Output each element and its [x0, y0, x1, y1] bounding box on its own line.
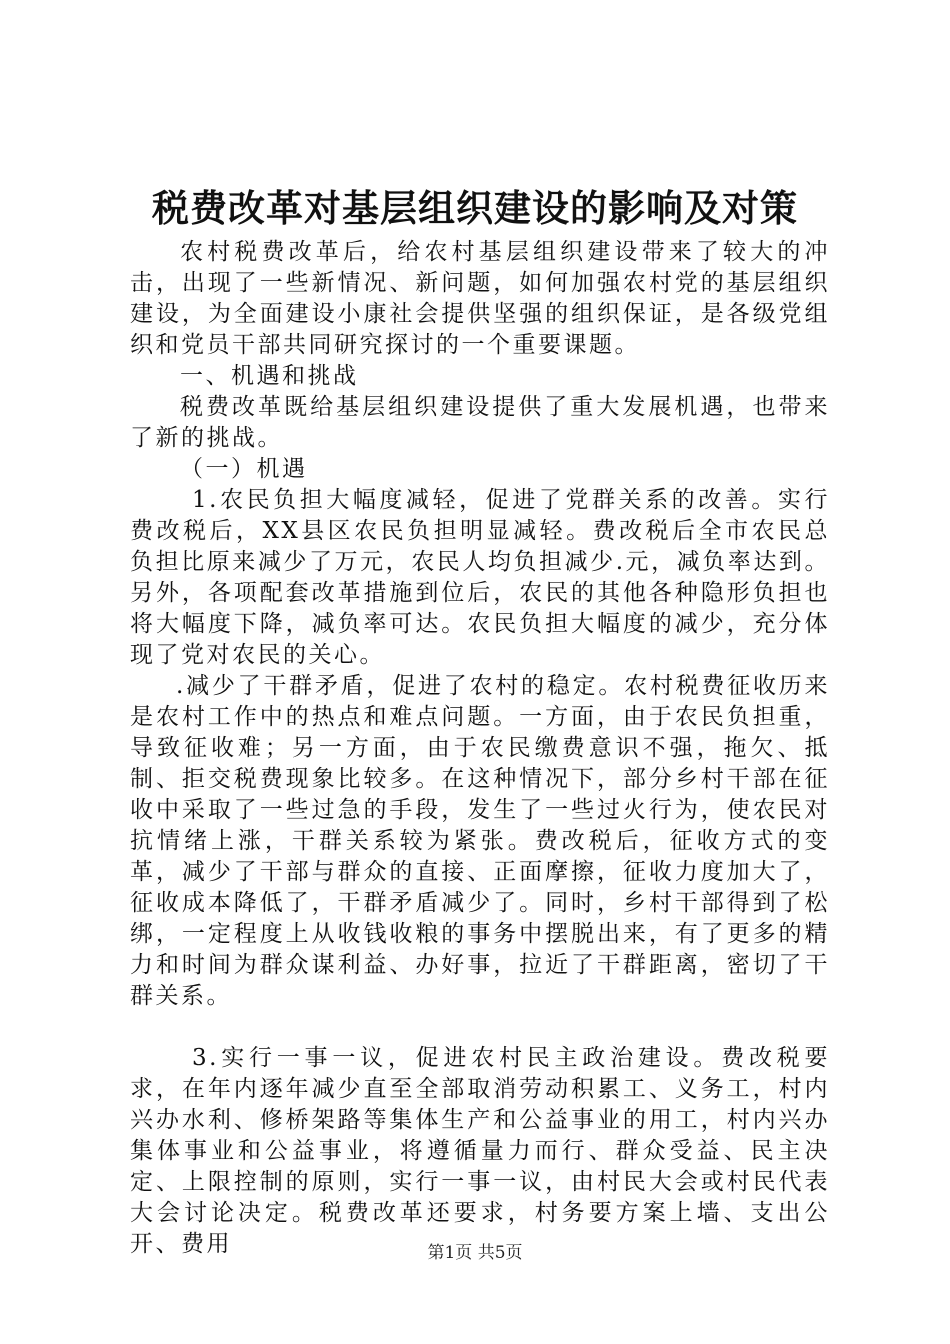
paragraph-spacer [130, 1012, 830, 1043]
paragraph-point-1: 1.农民负担大幅度减轻，促进了党群关系的改善。实行费改税后，XX县区农民负担明显减轻。费改税后全市农民总负担比原来减少了万元，农民人均负担减少.元，减负率达到。另外，各项配套改革措施到位后，农民的其他各种隐形负担也将大幅度下降，减负率可达。农民负担大幅度的减少，充分体现了党对农民的关心。 [130, 487, 830, 668]
subsection-heading-opportunities: （一）机遇 [180, 456, 308, 482]
paragraph-section-intro: 税费改革既给基层组织建设提供了重大发展机遇，也带来了新的挑战。 [130, 394, 830, 451]
paragraph-intro: 农村税费改革后，给农村基层组织建设带来了较大的冲击，出现了一些新情况、新问题，如何加强农村党的基层组织建设，为全面建设小康社会提供坚强的组织保证，是各级党组织和党员干部共同研究探讨的一个重要课题。 [130, 239, 830, 358]
document-body [130, 237, 830, 1260]
page-number-footer: 第1页 共5页 [427, 1243, 523, 1263]
section-heading-opportunities-challenges: 一、机遇和挑战 [180, 363, 359, 389]
document-title: 税费改革对基层组织建设的影响及对策 [152, 187, 798, 230]
paragraph-point-3: 3.实行一事一议，促进农村民主政治建设。费改税要求，在年内逐年减少直至全部取消劳动积累工、义务工，村内兴办水利、修桥架路等集体生产和公益事业的用工，村内兴办集体事业和公益事业，将遵循量力而行、群众受益、民主决定、上限控制的原则，实行一事一议，由村民大会或村民代表大会讨论决定。税费改革还要求，村务要方案上墙、支出公开、费用 [130, 1045, 830, 1257]
paragraph-point-2: .减少了干群矛盾，促进了农村的稳定。农村税费征收历来是农村工作中的热点和难点问题。一方面，由于农民负担重，导致征收难；另一方面，由于农民缴费意识不强，拖欠、抵制、拒交税费现象比较多。在这种情况下，部分乡村干部在征收中采取了一些过急的手段，发生了一些过火行为，使农民对抗情绪上涨，干群关系较为紧张。费改税后，征收方式的变革，减少了干部与群众的直接、正面摩擦，征收力度加大了，征收成本降低了，干群矛盾减少了。同时，乡村干部得到了松绑，一定程度上从收钱收粮的事务中摆脱出来，有了更多的精力和时间为群众谋利益、办好事，拉近了干群距离，密切了干群关系。 [130, 673, 830, 1009]
